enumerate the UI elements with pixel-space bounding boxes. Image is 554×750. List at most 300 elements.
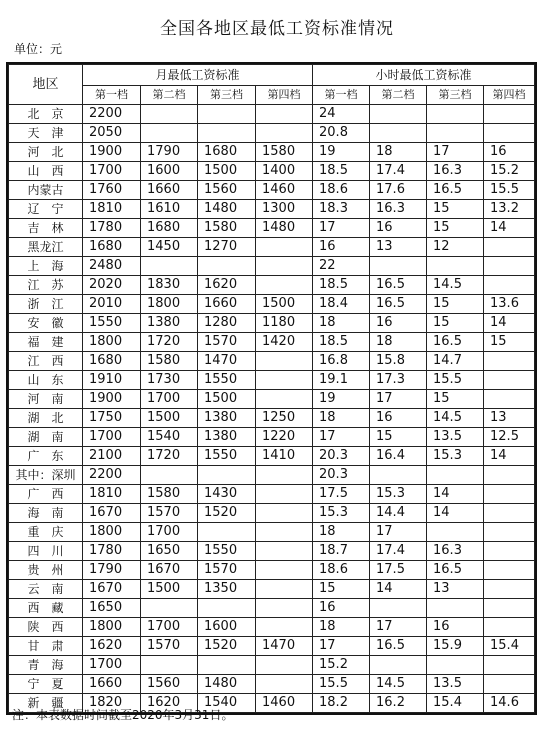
hourly-value-cell: 15 xyxy=(427,390,484,409)
hourly-value-cell: 13 xyxy=(484,409,535,428)
monthly-value-cell: 1540 xyxy=(198,694,256,713)
monthly-value-cell: 1620 xyxy=(141,694,198,713)
monthly-value-cell: 1790 xyxy=(83,561,141,580)
hourly-value-cell: 15.5 xyxy=(484,181,535,200)
hourly-value-cell: 15.3 xyxy=(427,447,484,466)
monthly-value-cell xyxy=(256,371,313,390)
table-row xyxy=(9,409,535,428)
monthly-value-cell: 1700 xyxy=(83,428,141,447)
monthly-value-cell: 1470 xyxy=(256,637,313,656)
monthly-value-cell: 1670 xyxy=(141,561,198,580)
hourly-value-cell: 18 xyxy=(370,333,427,352)
region-cell: 其中：深圳 xyxy=(9,466,83,485)
table-row xyxy=(9,105,535,124)
monthly-value-cell xyxy=(141,466,198,485)
region-cell: 福 建 xyxy=(9,333,83,352)
monthly-value-cell: 1750 xyxy=(83,409,141,428)
region-cell: 贵 州 xyxy=(9,561,83,580)
monthly-value-cell xyxy=(198,599,256,618)
hourly-value-cell xyxy=(484,466,535,485)
monthly-value-cell xyxy=(198,105,256,124)
hourly-value-cell: 17.3 xyxy=(370,371,427,390)
hourly-value-cell xyxy=(484,105,535,124)
table-row xyxy=(9,656,535,675)
hourly-value-cell: 17.5 xyxy=(370,561,427,580)
hourly-header: 小时最低工资标准 xyxy=(313,65,535,86)
table-row xyxy=(9,390,535,409)
region-cell: 海 南 xyxy=(9,504,83,523)
hourly-value-cell xyxy=(427,105,484,124)
tier-header: 第四档 xyxy=(256,86,313,105)
monthly-value-cell: 1680 xyxy=(83,352,141,371)
hourly-value-cell: 15.8 xyxy=(370,352,427,371)
table-row xyxy=(9,637,535,656)
hourly-value-cell: 18 xyxy=(313,409,370,428)
table-row xyxy=(9,428,535,447)
monthly-value-cell: 1910 xyxy=(83,371,141,390)
hourly-value-cell xyxy=(427,599,484,618)
table-row xyxy=(9,162,535,181)
tier-header: 第二档 xyxy=(141,86,198,105)
hourly-value-cell: 18.5 xyxy=(313,162,370,181)
region-cell: 江 西 xyxy=(9,352,83,371)
monthly-value-cell: 1660 xyxy=(141,181,198,200)
monthly-value-cell: 1480 xyxy=(198,675,256,694)
hourly-value-cell: 17 xyxy=(370,390,427,409)
monthly-value-cell: 1500 xyxy=(256,295,313,314)
hourly-value-cell: 18.4 xyxy=(313,295,370,314)
monthly-value-cell: 1610 xyxy=(141,200,198,219)
monthly-value-cell xyxy=(256,618,313,637)
hourly-value-cell xyxy=(484,523,535,542)
monthly-value-cell xyxy=(256,276,313,295)
monthly-value-cell: 1660 xyxy=(198,295,256,314)
region-cell: 山 西 xyxy=(9,162,83,181)
monthly-value-cell xyxy=(256,485,313,504)
hourly-value-cell: 17 xyxy=(313,428,370,447)
hourly-value-cell: 15.2 xyxy=(313,656,370,675)
monthly-value-cell: 1820 xyxy=(83,694,141,713)
monthly-value-cell: 1800 xyxy=(83,333,141,352)
monthly-value-cell: 1780 xyxy=(83,219,141,238)
monthly-value-cell: 1900 xyxy=(83,390,141,409)
hourly-value-cell: 20.8 xyxy=(313,124,370,143)
table-row xyxy=(9,124,535,143)
hourly-value-cell: 16.3 xyxy=(427,162,484,181)
table-row xyxy=(9,485,535,504)
monthly-value-cell: 1680 xyxy=(141,219,198,238)
hourly-value-cell: 16 xyxy=(370,409,427,428)
table-row xyxy=(9,447,535,466)
hourly-value-cell xyxy=(484,276,535,295)
hourly-value-cell: 13 xyxy=(370,238,427,257)
monthly-value-cell xyxy=(198,466,256,485)
monthly-value-cell xyxy=(256,542,313,561)
monthly-value-cell: 1520 xyxy=(198,637,256,656)
monthly-value-cell: 2050 xyxy=(83,124,141,143)
tier-header: 第三档 xyxy=(427,86,484,105)
hourly-value-cell: 15 xyxy=(313,580,370,599)
hourly-value-cell: 16.5 xyxy=(427,333,484,352)
hourly-value-cell xyxy=(484,504,535,523)
monthly-value-cell: 1700 xyxy=(141,523,198,542)
hourly-value-cell: 18 xyxy=(313,314,370,333)
monthly-value-cell: 1830 xyxy=(141,276,198,295)
region-cell: 宁 夏 xyxy=(9,675,83,694)
region-cell: 云 南 xyxy=(9,580,83,599)
monthly-value-cell: 1620 xyxy=(83,637,141,656)
region-header: 地区 xyxy=(9,65,83,105)
hourly-value-cell: 15.4 xyxy=(484,637,535,656)
monthly-value-cell: 1410 xyxy=(256,447,313,466)
hourly-value-cell: 14 xyxy=(427,504,484,523)
hourly-value-cell: 16.5 xyxy=(427,181,484,200)
monthly-value-cell: 1350 xyxy=(198,580,256,599)
hourly-value-cell xyxy=(484,124,535,143)
hourly-value-cell xyxy=(484,542,535,561)
hourly-value-cell: 14.4 xyxy=(370,504,427,523)
monthly-value-cell xyxy=(256,257,313,276)
hourly-value-cell xyxy=(370,466,427,485)
monthly-value-cell: 1500 xyxy=(141,409,198,428)
hourly-value-cell: 20.3 xyxy=(313,466,370,485)
hourly-value-cell: 13.5 xyxy=(427,428,484,447)
monthly-value-cell: 1650 xyxy=(141,542,198,561)
hourly-value-cell xyxy=(484,390,535,409)
monthly-value-cell: 1570 xyxy=(198,561,256,580)
monthly-value-cell: 1570 xyxy=(198,333,256,352)
document-title: 全国各地区最低工资标准情况 xyxy=(160,19,394,39)
monthly-value-cell: 1570 xyxy=(141,637,198,656)
table-row xyxy=(9,257,535,276)
monthly-value-cell: 1550 xyxy=(83,314,141,333)
table-row xyxy=(9,523,535,542)
tier-header: 第二档 xyxy=(370,86,427,105)
monthly-value-cell: 1430 xyxy=(198,485,256,504)
hourly-value-cell: 16 xyxy=(370,314,427,333)
monthly-value-cell: 1500 xyxy=(141,580,198,599)
monthly-value-cell: 2100 xyxy=(83,447,141,466)
region-cell: 黑龙江 xyxy=(9,238,83,257)
hourly-value-cell: 16 xyxy=(484,143,535,162)
monthly-value-cell: 1680 xyxy=(198,143,256,162)
hourly-value-cell: 16.3 xyxy=(427,542,484,561)
monthly-value-cell: 1620 xyxy=(198,276,256,295)
hourly-value-cell: 16 xyxy=(427,618,484,637)
monthly-value-cell: 2200 xyxy=(83,466,141,485)
monthly-value-cell: 1700 xyxy=(141,618,198,637)
monthly-value-cell: 1400 xyxy=(256,162,313,181)
hourly-value-cell xyxy=(427,257,484,276)
hourly-value-cell xyxy=(484,618,535,637)
table-row xyxy=(9,352,535,371)
monthly-value-cell: 1580 xyxy=(141,352,198,371)
hourly-value-cell: 16.5 xyxy=(370,276,427,295)
monthly-value-cell: 1660 xyxy=(83,675,141,694)
monthly-value-cell: 2010 xyxy=(83,295,141,314)
monthly-value-cell: 1600 xyxy=(141,162,198,181)
hourly-value-cell xyxy=(427,466,484,485)
monthly-value-cell: 1580 xyxy=(141,485,198,504)
monthly-value-cell: 1520 xyxy=(198,504,256,523)
hourly-value-cell xyxy=(484,238,535,257)
monthly-value-cell xyxy=(141,124,198,143)
region-cell: 内蒙古 xyxy=(9,181,83,200)
monthly-value-cell: 1680 xyxy=(83,238,141,257)
table-row xyxy=(9,276,535,295)
monthly-value-cell: 1730 xyxy=(141,371,198,390)
hourly-value-cell: 18.6 xyxy=(313,561,370,580)
monthly-value-cell: 1700 xyxy=(83,656,141,675)
monthly-value-cell: 1810 xyxy=(83,485,141,504)
hourly-value-cell xyxy=(484,371,535,390)
monthly-value-cell xyxy=(198,656,256,675)
monthly-value-cell: 1280 xyxy=(198,314,256,333)
monthly-value-cell: 1270 xyxy=(198,238,256,257)
monthly-value-cell: 2480 xyxy=(83,257,141,276)
hourly-value-cell: 13.5 xyxy=(427,675,484,694)
region-cell: 北 京 xyxy=(9,105,83,124)
monthly-value-cell: 1250 xyxy=(256,409,313,428)
hourly-value-cell: 19 xyxy=(313,143,370,162)
monthly-value-cell xyxy=(256,352,313,371)
region-cell: 重 庆 xyxy=(9,523,83,542)
monthly-value-cell: 1580 xyxy=(198,219,256,238)
monthly-value-cell xyxy=(256,466,313,485)
hourly-value-cell xyxy=(427,523,484,542)
monthly-value-cell: 1480 xyxy=(198,200,256,219)
region-cell: 安 徽 xyxy=(9,314,83,333)
hourly-value-cell: 15.9 xyxy=(427,637,484,656)
table-row xyxy=(9,238,535,257)
monthly-value-cell xyxy=(198,124,256,143)
hourly-value-cell xyxy=(484,257,535,276)
monthly-value-cell xyxy=(141,257,198,276)
monthly-value-cell xyxy=(141,656,198,675)
region-cell: 上 海 xyxy=(9,257,83,276)
hourly-value-cell: 24 xyxy=(313,105,370,124)
monthly-value-cell: 1700 xyxy=(83,162,141,181)
hourly-value-cell: 18.5 xyxy=(313,276,370,295)
monthly-value-cell: 1900 xyxy=(83,143,141,162)
hourly-value-cell: 15.2 xyxy=(484,162,535,181)
table-row xyxy=(9,675,535,694)
hourly-value-cell: 15.5 xyxy=(427,371,484,390)
hourly-value-cell xyxy=(370,257,427,276)
hourly-value-cell: 15 xyxy=(484,333,535,352)
monthly-value-cell: 1760 xyxy=(83,181,141,200)
monthly-value-cell: 1800 xyxy=(83,618,141,637)
monthly-value-cell: 1670 xyxy=(83,580,141,599)
footnote: 注：本表数据时间截至2020年3月31日。 xyxy=(12,708,234,722)
wage-table xyxy=(8,64,535,713)
monthly-value-cell xyxy=(256,656,313,675)
hourly-value-cell: 17 xyxy=(370,523,427,542)
hourly-value-cell xyxy=(484,580,535,599)
hourly-value-cell: 14 xyxy=(484,447,535,466)
region-cell: 河 南 xyxy=(9,390,83,409)
hourly-value-cell: 16.8 xyxy=(313,352,370,371)
table-row xyxy=(9,618,535,637)
hourly-value-cell: 15.4 xyxy=(427,694,484,713)
table-row xyxy=(9,295,535,314)
monthly-value-cell: 1450 xyxy=(141,238,198,257)
hourly-value-cell: 17.4 xyxy=(370,542,427,561)
hourly-value-cell: 15 xyxy=(427,219,484,238)
monthly-value-cell: 1790 xyxy=(141,143,198,162)
hourly-value-cell: 13.2 xyxy=(484,200,535,219)
monthly-value-cell: 1380 xyxy=(198,409,256,428)
hourly-value-cell: 15 xyxy=(370,428,427,447)
hourly-value-cell: 14.5 xyxy=(427,409,484,428)
hourly-value-cell: 17 xyxy=(313,637,370,656)
monthly-value-cell: 1300 xyxy=(256,200,313,219)
region-cell: 浙 江 xyxy=(9,295,83,314)
hourly-value-cell: 17 xyxy=(370,618,427,637)
table-row xyxy=(9,371,535,390)
monthly-value-cell: 1380 xyxy=(198,428,256,447)
monthly-value-cell: 1800 xyxy=(141,295,198,314)
hourly-value-cell: 16 xyxy=(313,599,370,618)
hourly-value-cell: 14 xyxy=(370,580,427,599)
tier-header: 第一档 xyxy=(83,86,141,105)
monthly-value-cell: 1550 xyxy=(198,447,256,466)
hourly-value-cell: 18.2 xyxy=(313,694,370,713)
monthly-value-cell: 1720 xyxy=(141,333,198,352)
table-row xyxy=(9,219,535,238)
hourly-value-cell: 15 xyxy=(427,314,484,333)
monthly-value-cell: 2020 xyxy=(83,276,141,295)
hourly-value-cell xyxy=(484,599,535,618)
table-row xyxy=(9,542,535,561)
hourly-value-cell: 13.6 xyxy=(484,295,535,314)
region-cell: 西 藏 xyxy=(9,599,83,618)
monthly-value-cell xyxy=(198,523,256,542)
hourly-value-cell: 17.5 xyxy=(313,485,370,504)
monthly-value-cell: 1670 xyxy=(83,504,141,523)
monthly-value-cell xyxy=(141,105,198,124)
monthly-value-cell xyxy=(256,504,313,523)
table-row xyxy=(9,333,535,352)
hourly-value-cell: 16.5 xyxy=(427,561,484,580)
table-body xyxy=(9,105,535,713)
hourly-value-cell xyxy=(427,124,484,143)
monthly-value-cell: 1570 xyxy=(141,504,198,523)
monthly-value-cell: 1550 xyxy=(198,371,256,390)
hourly-value-cell: 12.5 xyxy=(484,428,535,447)
hourly-value-cell xyxy=(370,599,427,618)
hourly-value-cell: 12 xyxy=(427,238,484,257)
monthly-value-cell xyxy=(256,390,313,409)
hourly-value-cell: 15.5 xyxy=(313,675,370,694)
monthly-value-cell xyxy=(198,257,256,276)
monthly-value-cell: 1460 xyxy=(256,694,313,713)
hourly-value-cell: 22 xyxy=(313,257,370,276)
hourly-value-cell: 16.3 xyxy=(370,200,427,219)
hourly-value-cell: 18.6 xyxy=(313,181,370,200)
region-cell: 甘 肃 xyxy=(9,637,83,656)
hourly-value-cell xyxy=(484,352,535,371)
region-cell: 山 东 xyxy=(9,371,83,390)
table-row xyxy=(9,466,535,485)
hourly-value-cell: 15 xyxy=(427,295,484,314)
hourly-value-cell: 17.4 xyxy=(370,162,427,181)
monthly-value-cell: 1600 xyxy=(198,618,256,637)
monthly-value-cell xyxy=(256,105,313,124)
hourly-value-cell xyxy=(484,485,535,504)
table-header xyxy=(9,65,535,105)
hourly-value-cell: 14 xyxy=(484,219,535,238)
region-cell: 河 北 xyxy=(9,143,83,162)
region-cell: 新 疆 xyxy=(9,694,83,713)
hourly-value-cell: 16.4 xyxy=(370,447,427,466)
hourly-value-cell: 18.5 xyxy=(313,333,370,352)
monthly-value-cell xyxy=(256,124,313,143)
monthly-value-cell: 1780 xyxy=(83,542,141,561)
region-cell: 天 津 xyxy=(9,124,83,143)
hourly-value-cell: 16 xyxy=(370,219,427,238)
hourly-value-cell: 18.3 xyxy=(313,200,370,219)
hourly-value-cell: 18 xyxy=(313,523,370,542)
monthly-value-cell xyxy=(256,599,313,618)
hourly-value-cell: 14 xyxy=(427,485,484,504)
region-cell: 四 川 xyxy=(9,542,83,561)
hourly-value-cell: 16 xyxy=(313,238,370,257)
region-cell: 江 苏 xyxy=(9,276,83,295)
monthly-value-cell: 1580 xyxy=(256,143,313,162)
monthly-value-cell: 1500 xyxy=(198,162,256,181)
monthly-value-cell xyxy=(141,599,198,618)
monthly-value-cell: 1800 xyxy=(83,523,141,542)
hourly-value-cell: 14 xyxy=(484,314,535,333)
monthly-value-cell: 1180 xyxy=(256,314,313,333)
monthly-value-cell: 1540 xyxy=(141,428,198,447)
hourly-value-cell: 18.7 xyxy=(313,542,370,561)
hourly-value-cell: 17 xyxy=(427,143,484,162)
hourly-value-cell: 13 xyxy=(427,580,484,599)
hourly-value-cell: 19 xyxy=(313,390,370,409)
hourly-value-cell: 16.2 xyxy=(370,694,427,713)
region-cell: 青 海 xyxy=(9,656,83,675)
hourly-value-cell: 14.7 xyxy=(427,352,484,371)
hourly-value-cell: 17.6 xyxy=(370,181,427,200)
tier-header: 第三档 xyxy=(198,86,256,105)
table-row xyxy=(9,200,535,219)
hourly-value-cell: 18 xyxy=(313,618,370,637)
region-cell: 吉 林 xyxy=(9,219,83,238)
hourly-value-cell: 20.3 xyxy=(313,447,370,466)
monthly-value-cell xyxy=(256,238,313,257)
hourly-value-cell: 14.6 xyxy=(484,694,535,713)
monthly-value-cell: 1810 xyxy=(83,200,141,219)
monthly-value-cell: 1380 xyxy=(141,314,198,333)
unit-label: 单位：元 xyxy=(14,42,63,56)
monthly-value-cell: 1560 xyxy=(141,675,198,694)
hourly-value-cell: 15 xyxy=(427,200,484,219)
monthly-value-cell: 1700 xyxy=(141,390,198,409)
hourly-value-cell xyxy=(427,656,484,675)
table-row xyxy=(9,561,535,580)
monthly-value-cell: 1550 xyxy=(198,542,256,561)
tier-header: 第四档 xyxy=(484,86,535,105)
monthly-value-cell: 1470 xyxy=(198,352,256,371)
hourly-value-cell: 17 xyxy=(313,219,370,238)
hourly-value-cell: 15.3 xyxy=(313,504,370,523)
monthly-value-cell: 1460 xyxy=(256,181,313,200)
table-row xyxy=(9,314,535,333)
monthly-value-cell xyxy=(256,561,313,580)
hourly-value-cell: 18 xyxy=(370,143,427,162)
